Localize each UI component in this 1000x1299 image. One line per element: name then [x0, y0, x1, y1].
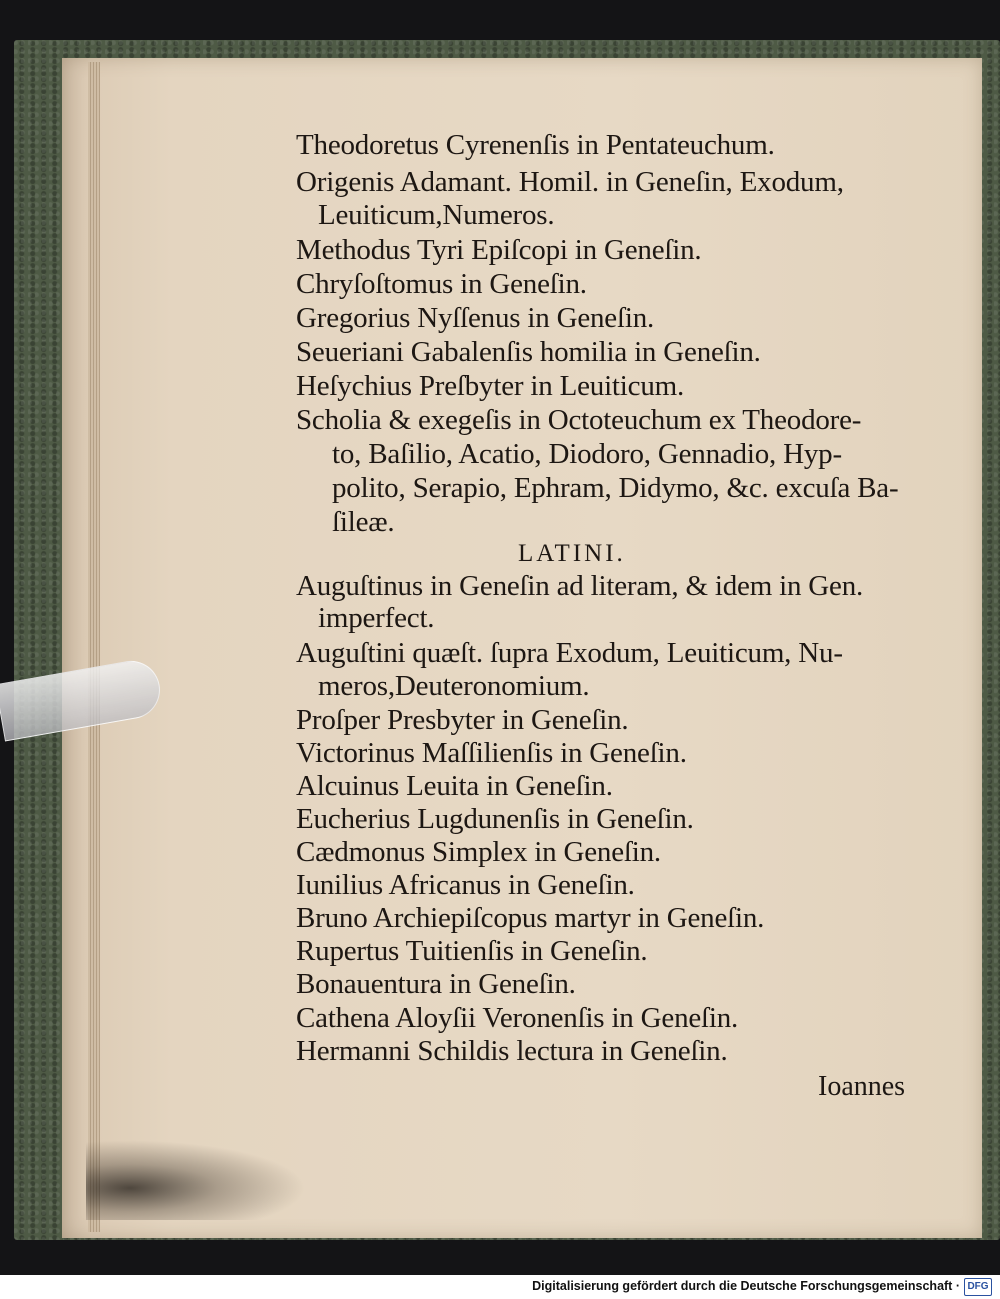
text-line: Methodus Tyri Epiſcopi in Geneſin.	[296, 234, 702, 266]
text-line: imperfect.	[318, 602, 435, 634]
text-line: Auguſtini quæſt. ſupra Exodum, Leuiticum, Nu-	[296, 637, 843, 669]
text-line: Hermanni Schildis lectura in Geneſin.	[296, 1035, 728, 1067]
text-line: Eucherius Lugdunenſis in Geneſin.	[296, 803, 694, 835]
text-line: Iunilius Africanus in Geneſin.	[296, 869, 635, 901]
text-line: Bonauentura in Geneſin.	[296, 968, 576, 1000]
text-line: Victorinus Maſſilienſis in Geneſin.	[296, 737, 687, 769]
text-line: Alcuinus Leuita in Geneſin.	[296, 770, 613, 802]
text-line: Theodoretus Cyrenenſis in Pentateuchum.	[296, 129, 775, 161]
footer-credit: Digitalisierung gefördert durch die Deutsche Forschungsgemeinschaft ·	[532, 1279, 960, 1293]
text-line: Origenis Adamant. Homil. in Geneſin, Exodum,	[296, 166, 844, 198]
text-line: Scholia & exegeſis in Octoteuchum ex Theodore-	[296, 404, 862, 436]
text-line: Proſper Presbyter in Geneſin.	[296, 704, 629, 736]
text-line: Seueriani Gabalenſis homilia in Geneſin.	[296, 336, 761, 368]
text-line: meros,Deuteronomium.	[318, 670, 590, 702]
text-line: to, Baſilio, Acatio, Diodoro, Gennadio, Hyp-	[332, 438, 842, 470]
text-line: Cædmonus Simplex in Geneſin.	[296, 836, 661, 868]
text-line: Cathena Aloyſii Veronenſis in Geneſin.	[296, 1002, 739, 1034]
dfg-logo: DFG	[964, 1278, 992, 1296]
text-line: ſileæ.	[332, 506, 395, 538]
footer-bar	[0, 1275, 1000, 1299]
text-line: Auguſtinus in Geneſin ad literam, & idem in Gen.	[296, 570, 864, 602]
text-line: Leuiticum,Numeros.	[318, 199, 555, 231]
text-line: polito, Serapio, Ephram, Didymo, &c. excuſa Ba-	[332, 472, 899, 504]
text-line: Gregorius Nyſſenus in Geneſin.	[296, 302, 655, 334]
section-heading: LATINI.	[518, 540, 626, 567]
text-line: Chryſoſtomus in Geneſin.	[296, 268, 587, 300]
text-line: Heſychius Preſbyter in Leuiticum.	[296, 370, 685, 402]
text-line: Bruno Archiepiſcopus martyr in Geneſin.	[296, 902, 765, 934]
text-line: Rupertus Tuitienſis in Geneſin.	[296, 935, 648, 967]
catchword: Ioannes	[818, 1071, 906, 1102]
